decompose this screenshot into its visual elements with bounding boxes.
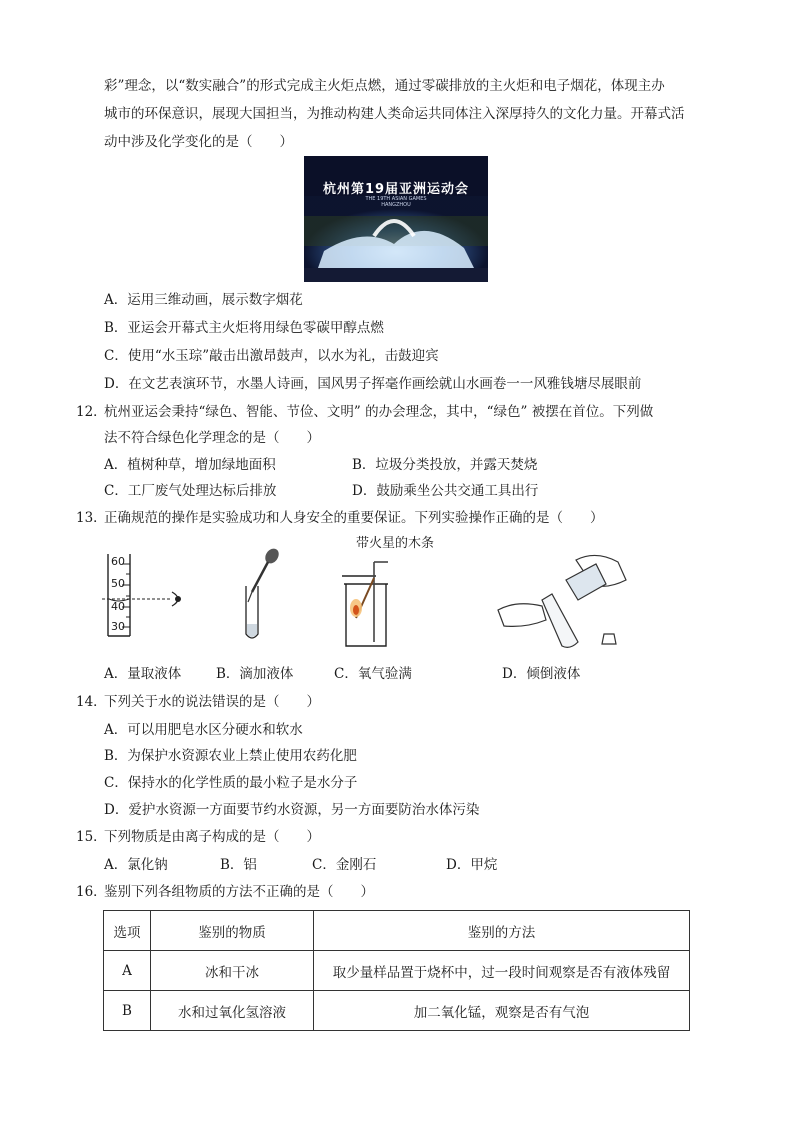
q14-option-b: B．为保护水资源农业上禁止使用农药化肥 (104, 748, 357, 764)
table-cell: A (104, 951, 151, 991)
figure-measure-liquid (100, 552, 200, 640)
q12-number: 12． (76, 404, 107, 420)
q14-option-c: C．保持水的化学性质的最小粒子是水分子 (104, 775, 358, 791)
figure-label-glowing-splint: 带火星的木条 (356, 536, 435, 551)
table-cell: B (104, 991, 151, 1031)
q16-text: 鉴别下列各组物质的方法不正确的是（ ） (104, 884, 374, 900)
q13-option-a: A．量取液体 (104, 666, 182, 682)
q12-option-c: C．工厂废气处理达标后排放 (104, 483, 277, 499)
q11-text-line-2: 城市的环保意识，展现大国担当，为推动构建人类命运共同体注入深厚持久的文化力量。开幕式活 (104, 106, 685, 122)
q13-option-d: D．倾倒液体 (502, 666, 581, 682)
figure-oxygen-test (334, 558, 398, 654)
table-row (104, 991, 690, 1031)
q14-option-d: D．爱护水资源一方面要节约水资源，另一方面要防治水体污染 (104, 802, 480, 818)
q16-number: 16． (76, 884, 107, 900)
figure-dropper (232, 544, 292, 644)
q15-option-d: D．甲烷 (446, 857, 498, 873)
q11-option-d: D．在文艺表演环节，水墨人诗画，国风男子挥毫作画绘就山水画卷一一风雅钱塘尽展眼前 (104, 376, 642, 392)
q15-option-b: B．铝 (220, 857, 257, 873)
photo-banner-text: 杭州第19届亚洲运动会 (322, 182, 470, 197)
q15-option-a: A．氯化钠 (104, 857, 168, 873)
photo-subtitle: THE 19TH ASIAN GAMES (365, 196, 427, 202)
q11-option-c: C．使用“水玉琮”敲击出激昂鼓声，以水为礼，击鼓迎宾 (104, 348, 439, 364)
opening-ceremony-photo (304, 156, 488, 282)
identification-table (103, 910, 690, 1031)
scale-tick-50: 50 (111, 577, 125, 590)
q15-option-c: C．金刚石 (312, 857, 377, 873)
q15-number: 15． (76, 829, 107, 845)
table-row (104, 951, 690, 991)
q13-option-c: C．氧气验满 (334, 666, 412, 682)
photo-subtitle-2: HANGZHOU (381, 202, 411, 208)
q11-text-line-3: 动中涉及化学变化的是（ ） (104, 134, 293, 150)
q12-text-line-2: 法不符合绿色化学理念的是（ ） (104, 430, 320, 446)
q11-option-b: B．亚运会开幕式主火炬将用绿色零碳甲醇点燃 (104, 320, 384, 336)
table-header-cell: 选项 (104, 911, 151, 951)
q13-text: 正确规范的操作是实验成功和人身安全的重要保证。下列实验操作正确的是（ ） (104, 510, 604, 526)
figure-pour-liquid (496, 550, 636, 650)
table-cell: 冰和干冰 (151, 951, 314, 991)
scale-tick-40: 40 (111, 600, 125, 613)
table-header-cell: 鉴别的方法 (314, 911, 690, 951)
table-cell: 水和过氧化氢溶液 (151, 991, 314, 1031)
q12-option-d: D．鼓励乘坐公共交通工具出行 (352, 483, 539, 499)
table-header-row (104, 911, 690, 951)
q13-number: 13． (76, 510, 107, 526)
q15-text: 下列物质是由离子构成的是（ ） (104, 829, 320, 845)
q12-text-line-1: 杭州亚运会秉持“绿色、智能、节俭、文明” 的办会理念，其中，“绿色” 被摆在首位。下列做 (104, 404, 654, 420)
table-header-cell: 鉴别的物质 (151, 911, 314, 951)
scale-tick-30: 30 (111, 620, 125, 633)
table-cell: 加二氧化锰，观察是否有气泡 (314, 991, 690, 1031)
q14-number: 14． (76, 694, 107, 710)
q12-option-b: B．垃圾分类投放，并露天焚烧 (352, 457, 538, 473)
q12-option-a: A．植树种草，增加绿地面积 (104, 457, 276, 473)
table-cell: 取少量样品置于烧杯中，过一段时间观察是否有液体残留 (314, 951, 690, 991)
scale-tick-60: 60 (111, 555, 125, 568)
q11-text-line-1: 彩”理念，以“数实融合”的形式完成主火炬点燃，通过零碳排放的主火炬和电子烟花，体现主办 (104, 78, 665, 94)
q14-option-a: A．可以用肥皂水区分硬水和软水 (104, 722, 303, 738)
q14-text: 下列关于水的说法错误的是（ ） (104, 694, 320, 710)
q13-option-b: B．滴加液体 (216, 666, 294, 682)
q11-option-a: A．运用三维动画，展示数字烟花 (104, 292, 303, 308)
